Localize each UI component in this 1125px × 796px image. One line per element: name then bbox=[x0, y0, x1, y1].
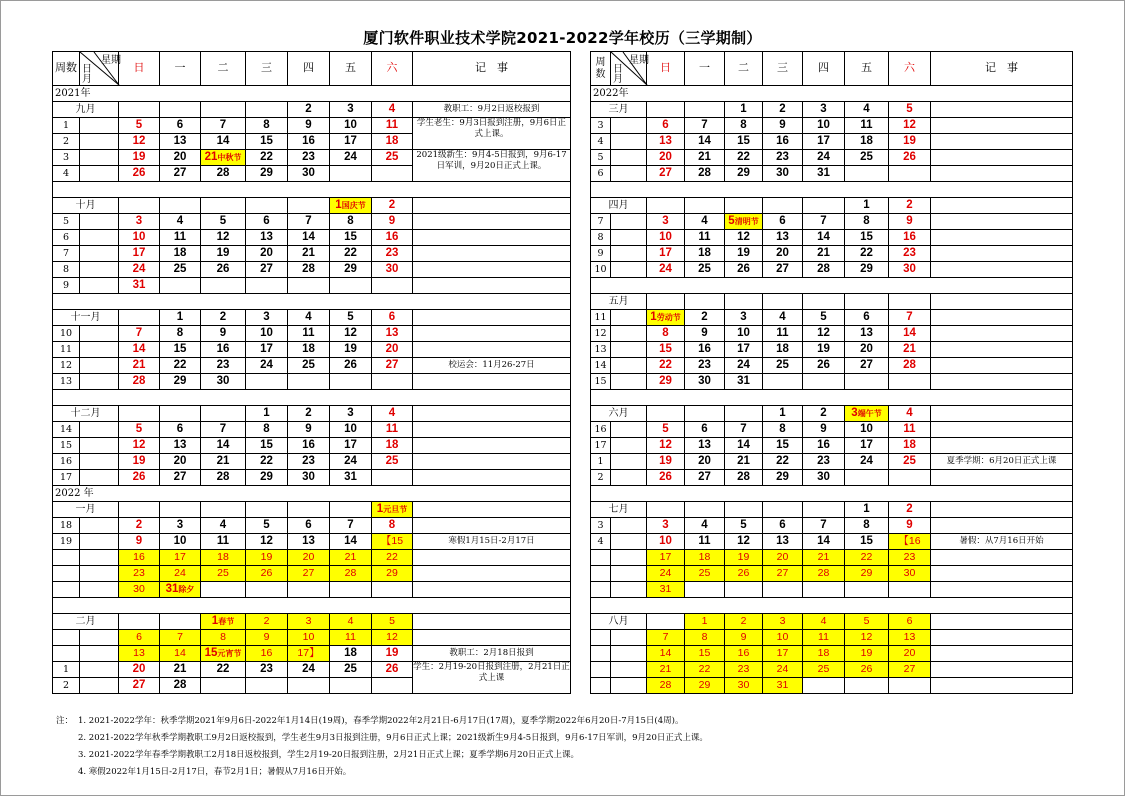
header-notes: 记 事 bbox=[931, 52, 1073, 86]
calendar-table-right: 周数 星期 日 月 日 一 二 三 四 五 六 记 事 2022年 三月 1 2 3 4 5 3 6 7 8 9 10 11 12 4 13 14 15 16 17 18 19 5 20 21 22 23 24 25 26 6 27 28 29 30 31 四月 1 2 7 3 4 5清明节 6 7 8 9 8 10 11 12 13 14 15 16 9 17 18 19 20 21 22 23 10 24 25 26 27 28 29 30 五月 11 1劳动节 2 3 4 5 6 7 12 8 9 10 11 12 13 14 13 15 16 17 18 19 20 21 14 22 23 24 25 26 27 28 15 29 30 31 六月 1 2 3端午节 4 16 5 6 7 8 9 10 11 17 12 13 14 15 16 17 18 1 19 20 21 22 23 24 25 夏季学期：6月20日正式上课 2 26 27 28 29 30 七月 1 2 3 3 4 5 6 7 8 9 4 10 11 12 13 14 15 【16 暑假：从7月16日开始 17 18 19 20 21 22 23 24 25 26 27 28 29 30 31 八月 1 2 3 4 5 6 7 8 9 10 11 12 13 14 15 16 17 18 19 20 21 22 23 24 25 26 27 28 29 30 31 bbox=[590, 51, 1073, 694]
footnote-item: 3. 2021-2022学年春季学期教职工2月18日返校报到，学生2月19-20日报到注册，2月21日正式上课；夏季学期6月20日正式上课。 bbox=[78, 750, 580, 760]
header-mon: 一 bbox=[685, 52, 725, 86]
month-label: 十一月 bbox=[53, 310, 119, 326]
right-calendar bbox=[590, 51, 1072, 694]
note: 教职工：2月18日报到 bbox=[413, 646, 571, 662]
festival-cell: 21中秋节 bbox=[201, 150, 246, 166]
festival-cell: 15元宵节 bbox=[201, 646, 246, 662]
header-fri: 五 bbox=[330, 52, 372, 86]
month-label: 九月 bbox=[53, 102, 119, 118]
month-label: 五月 bbox=[591, 294, 647, 310]
month-label: 十二月 bbox=[53, 406, 119, 422]
left-calendar bbox=[52, 51, 570, 694]
note: 学生老生：9月3日报到注册，9月6日正式上课。 bbox=[413, 118, 571, 150]
festival-cell: 1元旦节 bbox=[372, 502, 413, 518]
calendar-table-left: 周数 星期 日 月 日 一 二 三 四 五 六 记 事 2021年 九月 2 3 4 教职工：9月2日返校报到 1 5 6 7 8 9 10 11 学生老生：9月3日报到注册，9月6日正式上课。 2 12 13 14 15 16 17 18 3 19 20 21中秋节 22 23 24 25 2021级新生：9月4-5日报到，9月6-17日军训，9月20日正式上课。 4 26 27 28 29 30 十月 1国庆节 2 5 3 4 5 6 7 8 9 6 10 11 12 13 14 15 16 7 17 18 19 20 21 22 23 8 24 25 26 27 28 29 30 9 31 十一月 1 2 3 4 5 6 10 7 8 9 10 11 12 13 11 14 15 16 17 18 19 20 12 21 22 23 24 25 26 27 校运会：11月26-27日 13 28 29 30 十二月 1 2 3 4 14 5 6 7 8 9 10 11 15 12 13 14 15 16 17 18 16 19 20 21 22 23 24 25 17 26 27 28 29 30 31 2022 年 一月 1元旦节 18 2 3 4 5 6 7 8 19 9 10 11 12 13 14 【15 寒假1月15日-2月17日 16 17 18 19 20 21 22 23 24 25 26 27 28 29 30 31除夕 二月 1春节 2 3 4 5 6 7 8 9 10 11 12 13 14 15元宵节 16 17】 18 19 教职工：2月18日报到 1 20 21 22 23 24 25 26 学生：2月19-20日报到注册，2月21日正式上课 2 27 28 bbox=[52, 51, 571, 694]
month-label: 一月 bbox=[53, 502, 119, 518]
header-week-no: 周数 bbox=[591, 52, 611, 86]
note: 暑假：从7月16日开始 bbox=[931, 534, 1073, 550]
footnotes bbox=[56, 713, 1064, 781]
month-label: 十月 bbox=[53, 198, 119, 214]
note: 夏季学期：6月20日正式上课 bbox=[931, 454, 1073, 470]
month-label: 四月 bbox=[591, 198, 647, 214]
month-label: 八月 bbox=[591, 614, 647, 630]
year-label: 2022 年 bbox=[53, 486, 571, 502]
header-wed: 三 bbox=[246, 52, 288, 86]
festival-cell: 3端午节 bbox=[845, 406, 889, 422]
month-label: 七月 bbox=[591, 502, 647, 518]
header-week-no: 周数 bbox=[53, 52, 80, 86]
festival-cell: 5清明节 bbox=[725, 214, 763, 230]
header-wed: 三 bbox=[763, 52, 803, 86]
page-title: 厦门软件职业技术学院2021-2022学年校历（三学期制） bbox=[363, 29, 762, 47]
month-label: 二月 bbox=[53, 614, 119, 630]
year-label: 2021年 bbox=[53, 86, 571, 102]
note: 校运会：11月26-27日 bbox=[413, 358, 571, 374]
header-diagonal: 星期 日 月 bbox=[611, 52, 647, 86]
header-mon: 一 bbox=[160, 52, 201, 86]
header-sun: 日 bbox=[119, 52, 160, 86]
festival-cell: 1春节 bbox=[201, 614, 246, 630]
header-thu: 四 bbox=[803, 52, 845, 86]
footnote-item: 1. 2021-2022学年：秋季学期2021年9月6日-2022年1月14日(19周)，春季学期2022年2月21日-6月17日(17周)，夏季学期2022年6月20日-7月15日(4周)。 bbox=[78, 716, 684, 726]
header-diagonal: 星期 日 月 bbox=[80, 52, 119, 86]
footnote-item: 4. 寒假2022年1月15日-2月17日，春节2月1日；暑假从7月16日开始。 bbox=[78, 767, 352, 777]
header-sat: 六 bbox=[889, 52, 931, 86]
note: 寒假1月15日-2月17日 bbox=[413, 534, 571, 550]
footnote-item: 2. 2021-2022学年秋季学期教职工9月2日返校报到，学生老生9月3日报到注册，9月6日正式上课；2021级新生9月4-5日报到，9月6-17日军训，9月20日正式上课。 bbox=[78, 733, 708, 743]
festival-cell: 1国庆节 bbox=[330, 198, 372, 214]
note: 学生：2月19-20日报到注册，2月21日正式上课 bbox=[413, 662, 571, 694]
header-notes: 记 事 bbox=[413, 52, 571, 86]
festival-cell: 1劳动节 bbox=[647, 310, 685, 326]
month-label: 六月 bbox=[591, 406, 647, 422]
footnote-label: 注： bbox=[56, 716, 74, 726]
header-tue: 二 bbox=[201, 52, 246, 86]
header-sat: 六 bbox=[372, 52, 413, 86]
note: 教职工：9月2日返校报到 bbox=[413, 102, 571, 118]
month-label: 三月 bbox=[591, 102, 647, 118]
festival-cell: 31除夕 bbox=[160, 582, 201, 598]
note: 2021级新生：9月4-5日报到，9月6-17日军训，9月20日正式上课。 bbox=[413, 150, 571, 182]
header-tue: 二 bbox=[725, 52, 763, 86]
year-label: 2022年 bbox=[591, 86, 1073, 102]
header-fri: 五 bbox=[845, 52, 889, 86]
header-sun: 日 bbox=[647, 52, 685, 86]
header-thu: 四 bbox=[288, 52, 330, 86]
